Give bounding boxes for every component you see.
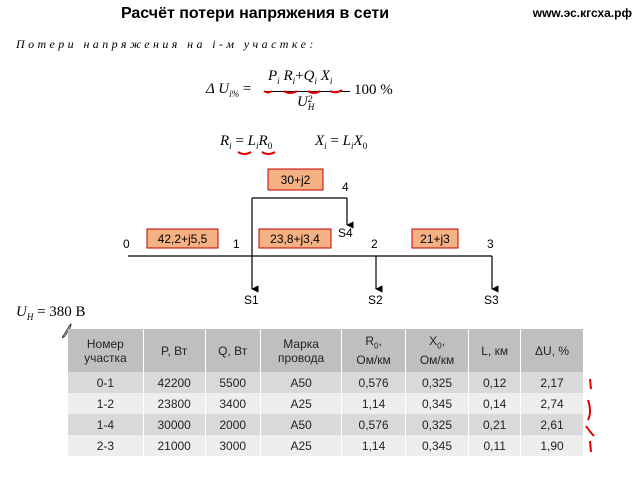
- num-x: X: [320, 68, 330, 84]
- table-row: [68, 393, 584, 414]
- load-s2: S2: [368, 293, 383, 307]
- box-label-23: 21+j3: [420, 232, 450, 246]
- node-4: 4: [342, 180, 349, 194]
- cell-wire: A50: [260, 414, 341, 435]
- page-title: Расчёт потери напряжения в сети: [120, 5, 390, 22]
- cell-x0: 0,325: [405, 372, 468, 393]
- cell-length: 0,14: [469, 393, 521, 414]
- cell-wire: A50: [260, 372, 341, 393]
- annotation-mark-2: [588, 400, 590, 420]
- voltage-sub: H: [26, 312, 34, 322]
- r-rhs-r: R: [258, 133, 268, 149]
- annotation-underline-4: [330, 90, 342, 92]
- r-rhs-l: L: [247, 133, 256, 149]
- box-label-14: 30+j2: [280, 173, 311, 187]
- annotation-underline-2: [284, 91, 297, 93]
- x-lhs: X: [315, 133, 325, 149]
- annotation-underline-5: [238, 152, 251, 154]
- x-rhs-x-sub: 0: [362, 141, 368, 151]
- den-sup: 2: [307, 93, 313, 104]
- cell-length: 0,12: [469, 372, 521, 393]
- cell-length: 0,11: [469, 435, 521, 456]
- cell-du: 2,74: [521, 393, 584, 414]
- num-p-sub: i: [277, 76, 280, 86]
- cell-du: 2,61: [521, 414, 584, 435]
- table-row: [68, 372, 584, 393]
- node-3: 3: [487, 237, 494, 251]
- num-plus: +: [295, 68, 304, 84]
- load-s4: S4: [338, 226, 353, 240]
- den-sub: H: [307, 101, 315, 112]
- x-eq: =: [330, 133, 339, 149]
- r-rhs-r-sub: 0: [267, 141, 273, 151]
- header-wire: Марка провода: [260, 329, 341, 372]
- header-du: ΔU, %: [521, 329, 584, 372]
- cell-q: 3400: [205, 393, 260, 414]
- annotation-mark-1: [590, 379, 591, 389]
- header-x0: $X_0$, Ом/км: [405, 329, 468, 372]
- cell-p: 42200: [143, 372, 205, 393]
- cell-r0: 1,14: [342, 393, 405, 414]
- cell-r0: 0,576: [342, 414, 405, 435]
- cell-du: 1,90: [521, 435, 584, 456]
- cell-r0: 0,576: [342, 372, 405, 393]
- r-rhs-l-sub: i: [256, 141, 259, 151]
- formula-eq: =: [242, 81, 252, 97]
- subtitle: Потери напряжения на i-м участке:: [16, 37, 317, 51]
- num-x-sub: i: [329, 76, 333, 86]
- annotation-underline-6: [262, 152, 275, 154]
- cell-q: 2000: [205, 414, 260, 435]
- r-lhs-sub: i: [229, 141, 232, 151]
- cell-x0: 0,325: [405, 414, 468, 435]
- cell-du: 2,17: [521, 372, 584, 393]
- x-rhs-l-sub: i: [351, 141, 354, 151]
- load-s1: S1: [244, 293, 259, 307]
- header-length: L, км: [469, 329, 521, 372]
- num-r: R: [283, 68, 293, 84]
- cell-wire: A25: [260, 435, 341, 456]
- table-row: [68, 414, 584, 435]
- node-1: 1: [233, 237, 240, 251]
- node-2: 2: [371, 237, 378, 251]
- annotation-underline-1: [264, 91, 272, 93]
- parameters-table: [68, 329, 584, 456]
- cell-wire: A25: [260, 393, 341, 414]
- r-eq: =: [235, 133, 244, 149]
- box-label-01: 42,2+j5,5: [157, 232, 208, 246]
- table-row: [68, 435, 584, 456]
- load-s3: S3: [484, 293, 499, 307]
- x-rhs-x: X: [353, 133, 363, 149]
- table-header-row: [68, 329, 584, 372]
- cell-r0: 1,14: [342, 435, 405, 456]
- voltage-label: [16, 304, 86, 322]
- formula-lhs: Δ U: [206, 81, 230, 97]
- box-label-12: 23,8+j3,4: [270, 232, 320, 246]
- x-lhs-sub: i: [324, 141, 327, 151]
- formula-lhs-sub: i%: [229, 89, 240, 99]
- cell-q: 5500: [205, 372, 260, 393]
- node-0: 0: [123, 237, 130, 251]
- header-segment: Номер участка: [68, 329, 143, 372]
- cell-segment: 0-1: [68, 372, 143, 393]
- cell-p: 23800: [143, 393, 205, 414]
- cell-segment: 1-4: [68, 414, 143, 435]
- cell-segment: 2-3: [68, 435, 143, 456]
- header-r0: $R_0$, Ом/км: [342, 329, 405, 372]
- cell-length: 0,21: [469, 414, 521, 435]
- cell-x0: 0,345: [405, 393, 468, 414]
- voltage-value: = 380 В: [37, 304, 86, 320]
- num-q-sub: i: [314, 76, 317, 86]
- r-lhs: R: [220, 133, 230, 149]
- voltage-symbol: U: [16, 304, 27, 320]
- cell-q: 3000: [205, 435, 260, 456]
- cell-p: 30000: [143, 414, 205, 435]
- x-rhs-l: L: [342, 133, 351, 149]
- num-r-sub: i: [292, 76, 296, 86]
- header-p: P, Вт: [143, 329, 205, 372]
- site-url: www.эс.кгсха.рф: [532, 6, 632, 20]
- annotation-mark-4: [590, 441, 591, 452]
- annotation-mark-3: [586, 426, 594, 436]
- cell-x0: 0,345: [405, 435, 468, 456]
- cell-segment: 1-2: [68, 393, 143, 414]
- formula-tail: 100 %: [354, 82, 393, 98]
- cell-p: 21000: [143, 435, 205, 456]
- annotation-underline-3: [308, 91, 320, 93]
- header-q: Q, Вт: [205, 329, 260, 372]
- num-p: P: [268, 68, 278, 84]
- den-u: U: [297, 94, 308, 110]
- num-q: Q: [303, 68, 315, 84]
